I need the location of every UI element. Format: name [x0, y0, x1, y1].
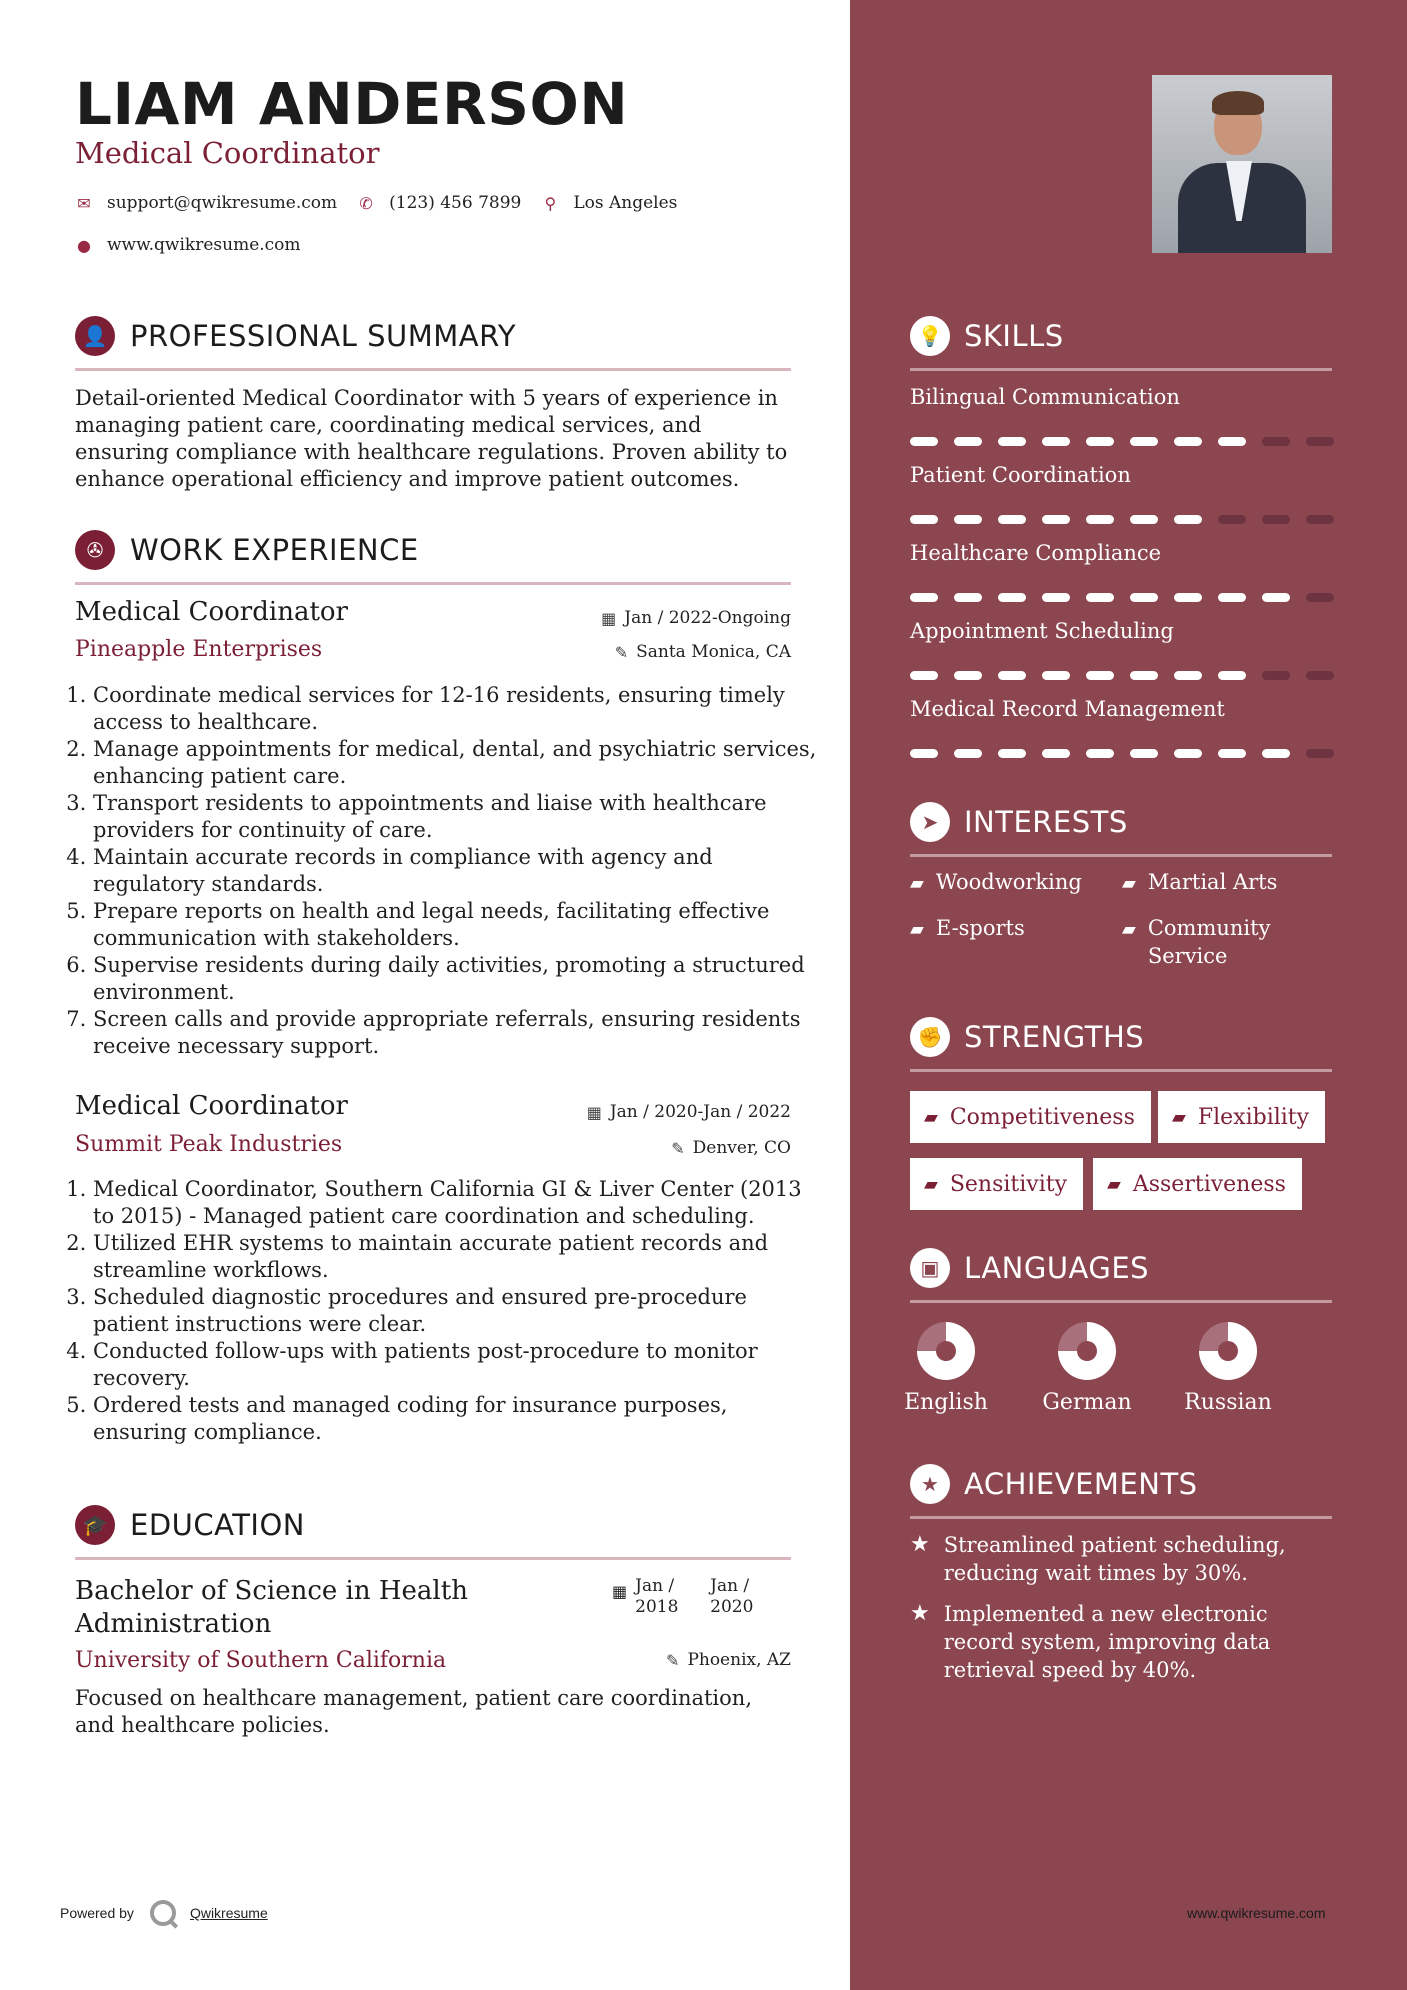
- summary-title: PROFESSIONAL SUMMARY: [130, 319, 517, 353]
- skill-level-segment: [954, 515, 982, 524]
- powered-by: [60, 1900, 268, 1926]
- strength-tag: [910, 1091, 1151, 1143]
- skill-level-bar: [910, 515, 1334, 524]
- skill-level-segment: [998, 671, 1026, 680]
- job-1-location: [615, 642, 791, 662]
- skill-level-segment: [1130, 515, 1158, 524]
- language-item: [1037, 1322, 1137, 1415]
- skill-level-segment: [954, 437, 982, 446]
- education-location-text: Phoenix, AZ: [687, 1650, 791, 1670]
- profile-photo: [1152, 75, 1332, 253]
- summary-section-header: [75, 316, 791, 371]
- achievement-text: Implemented a new electronic record system, improving data retrieval speed by 40%.: [943, 1602, 1271, 1682]
- email-link[interactable]: support@qwikresume.com: [107, 193, 338, 213]
- skill-level-bar: [910, 593, 1334, 602]
- skill-level-segment: [1042, 437, 1070, 446]
- job-1-company: Pineapple Enterprises: [75, 637, 323, 662]
- list-item: 3. Scheduled diagnostic procedures and ensured pre-procedure patient instructions were clear.: [93, 1284, 823, 1338]
- interest-label: E-sports: [935, 916, 1025, 940]
- calendar-icon: ▦: [612, 1582, 628, 1601]
- education-dates: [612, 1576, 785, 1618]
- globe-icon: ●: [77, 235, 91, 255]
- language-label: German: [1042, 1390, 1132, 1415]
- language-level-ring: [1058, 1322, 1116, 1380]
- skill-level-segment: [1218, 749, 1246, 758]
- job-1-location-text: Santa Monica, CA: [636, 642, 791, 662]
- strengths-section-header: [910, 1017, 1332, 1072]
- work-title: WORK EXPERIENCE: [130, 533, 419, 567]
- book-icon: ▰: [1122, 873, 1136, 894]
- skill-level-segment: [1042, 593, 1070, 602]
- contact-row: [75, 193, 677, 213]
- interests-title: INTERESTS: [964, 805, 1128, 839]
- pushpin-icon: ✎: [614, 642, 629, 662]
- footer-site[interactable]: www.qwikresume.com: [1187, 1905, 1326, 1921]
- skill-level-segment: [1218, 671, 1246, 680]
- envelope-icon: ✉: [77, 193, 91, 213]
- interest-item: [910, 914, 1025, 944]
- star-badge-icon: ★: [910, 1464, 950, 1504]
- achievements-title: ACHIEVEMENTS: [964, 1467, 1198, 1501]
- skill-level-bar: [910, 671, 1334, 680]
- language-icon: ▣: [910, 1248, 950, 1288]
- language-level-ring: [1199, 1322, 1257, 1380]
- paper-plane-icon: ➤: [910, 802, 950, 842]
- job-2-title: Medical Coordinator: [75, 1091, 348, 1121]
- interest-item: [1122, 914, 1292, 970]
- skill-level-bar: [910, 437, 1334, 446]
- strength-tag: [910, 1158, 1083, 1210]
- end-month: Jan /: [710, 1576, 750, 1596]
- book-icon: ▰: [910, 919, 924, 940]
- pushpin-icon: ✎: [666, 1650, 680, 1670]
- skill-level-segment: [1306, 671, 1334, 680]
- briefcase-icon: ✇: [75, 530, 115, 570]
- skill-name: Bilingual Communication: [910, 385, 1180, 409]
- interest-label: Martial Arts: [1147, 870, 1278, 894]
- language-label: Russian: [1184, 1390, 1272, 1415]
- job-2-dates-text: Jan / 2020-Jan / 2022: [609, 1102, 791, 1122]
- skill-level-segment: [998, 593, 1026, 602]
- skill-level-segment: [1262, 437, 1290, 446]
- skill-level-segment: [1174, 437, 1202, 446]
- skill-name: Medical Record Management: [910, 697, 1225, 721]
- list-item: 7. Screen calls and provide appropriate referrals, ensuring residents receive necessary support.: [93, 1006, 823, 1060]
- job-2-company: Summit Peak Industries: [75, 1132, 343, 1157]
- user-icon: 👤: [75, 316, 115, 356]
- school-name: University of Southern California: [75, 1648, 447, 1673]
- work-section-header: [75, 530, 791, 585]
- book-icon: ▰: [1107, 1173, 1121, 1195]
- start-year: 2018: [635, 1597, 679, 1617]
- skill-level-segment: [1218, 515, 1246, 524]
- interest-item: [910, 868, 1082, 898]
- start-month: Jan /: [635, 1576, 675, 1596]
- book-icon: ▰: [1122, 919, 1136, 940]
- skill-name: Appointment Scheduling: [910, 619, 1174, 643]
- end-year: 2020: [710, 1597, 754, 1617]
- phone-icon: ✆: [359, 193, 373, 213]
- job-2-location-text: Denver, CO: [692, 1138, 791, 1158]
- skill-level-segment: [954, 593, 982, 602]
- skill-level-segment: [1218, 593, 1246, 602]
- strength-label: Competitiveness: [949, 1104, 1135, 1130]
- skill-level-segment: [1174, 593, 1202, 602]
- education-start: [635, 1576, 710, 1618]
- skill-level-segment: [998, 515, 1026, 524]
- fist-icon: ✊: [910, 1017, 950, 1057]
- job-2-bullets: [68, 1176, 823, 1446]
- graduation-cap-icon: 🎓: [75, 1505, 115, 1545]
- skill-level-bar: [910, 749, 1334, 758]
- skill-level-segment: [954, 671, 982, 680]
- list-item: 1. Medical Coordinator, Southern California GI & Liver Center (2013 to 2015) - Managed patient care coordination and scheduling.: [93, 1176, 823, 1230]
- language-level-ring: [917, 1322, 975, 1380]
- language-item: [1178, 1322, 1278, 1415]
- skill-level-segment: [1086, 749, 1114, 758]
- skill-level-segment: [1130, 671, 1158, 680]
- skill-level-segment: [910, 437, 938, 446]
- skill-level-segment: [1042, 515, 1070, 524]
- pushpin-icon: ✎: [671, 1138, 685, 1158]
- skill-level-segment: [1306, 593, 1334, 602]
- skill-level-segment: [1262, 749, 1290, 758]
- list-item: 5. Ordered tests and managed coding for insurance purposes, ensuring compliance.: [93, 1392, 823, 1446]
- education-end: [710, 1576, 785, 1618]
- skill-level-segment: [1130, 593, 1158, 602]
- education-section-header: [75, 1505, 791, 1560]
- achievement-item: [910, 1600, 1330, 1684]
- book-icon: ▰: [924, 1173, 938, 1195]
- list-item: 6. Supervise residents during daily activities, promoting a structured environment.: [93, 952, 823, 1006]
- job-2-dates: [587, 1102, 791, 1122]
- star-icon: ★: [910, 1601, 930, 1626]
- skill-name: Healthcare Compliance: [910, 541, 1162, 565]
- phone-text: (123) 456 7899: [389, 193, 522, 213]
- candidate-role: Medical Coordinator: [75, 136, 380, 170]
- skill-level-segment: [910, 749, 938, 758]
- skill-level-segment: [1174, 749, 1202, 758]
- skill-level-segment: [1262, 671, 1290, 680]
- interest-item: [1122, 868, 1277, 898]
- skill-level-segment: [998, 749, 1026, 758]
- education-location: [666, 1650, 791, 1670]
- skill-level-segment: [1130, 437, 1158, 446]
- skill-level-segment: [1174, 671, 1202, 680]
- list-item: 1. Coordinate medical services for 12-16 residents, ensuring timely access to healthcare.: [93, 682, 823, 736]
- languages-title: LANGUAGES: [964, 1251, 1150, 1285]
- strengths-title: STRENGTHS: [964, 1020, 1145, 1054]
- skill-level-segment: [954, 749, 982, 758]
- map-pin-icon: ⚲: [544, 193, 557, 213]
- degree-title: Bachelor of Science in Health Administration: [75, 1576, 468, 1639]
- skill-level-segment: [1130, 749, 1158, 758]
- location-text: Los Angeles: [573, 193, 678, 213]
- skill-level-segment: [910, 671, 938, 680]
- list-item: 2. Utilized EHR systems to maintain accurate patient records and streamline workflows.: [93, 1230, 823, 1284]
- skill-level-segment: [1174, 515, 1202, 524]
- strength-label: Assertiveness: [1132, 1171, 1286, 1197]
- star-icon: ★: [910, 1532, 930, 1557]
- book-icon: ▰: [1172, 1106, 1186, 1128]
- skill-level-segment: [910, 593, 938, 602]
- candidate-name: LIAM ANDERSON: [75, 70, 629, 138]
- achievement-item: [910, 1531, 1330, 1587]
- skill-level-segment: [1306, 749, 1334, 758]
- languages-section-header: [910, 1248, 1332, 1303]
- interest-label: Woodworking: [935, 870, 1082, 894]
- education-description: Focused on healthcare management, patient care coordination, and healthcare policies.: [75, 1686, 752, 1737]
- calendar-icon: ▦: [586, 1102, 602, 1122]
- sidebar: [850, 0, 1407, 1990]
- language-label: English: [904, 1390, 988, 1415]
- skill-level-segment: [1086, 671, 1114, 680]
- summary-text: Detail-oriented Medical Coordinator with 5 years of experience in managing patient care, coordinating medical services, and ensuring compliance with healthcare regulations. Proven ability to enhance operational efficiency and improve patient outcomes.: [75, 386, 788, 491]
- interests-section-header: [910, 802, 1332, 857]
- skill-level-segment: [1306, 437, 1334, 446]
- qwikresume-link[interactable]: Qwikresume: [189, 1905, 268, 1921]
- education-title: EDUCATION: [130, 1508, 306, 1542]
- strength-tag: [1093, 1158, 1302, 1210]
- list-item: 2. Manage appointments for medical, dental, and psychiatric services, enhancing patient care.: [93, 736, 823, 790]
- book-icon: ▰: [910, 873, 924, 894]
- strength-label: Flexibility: [1197, 1104, 1310, 1130]
- job-2-location: [671, 1138, 791, 1158]
- list-item: 4. Maintain accurate records in compliance with agency and regulatory standards.: [93, 844, 823, 898]
- lightbulb-icon: 💡: [910, 316, 950, 356]
- website-link[interactable]: www.qwikresume.com: [107, 235, 301, 255]
- book-icon: ▰: [924, 1106, 938, 1128]
- skill-level-segment: [1262, 593, 1290, 602]
- skill-level-segment: [1086, 593, 1114, 602]
- powered-by-label: Powered by: [60, 1905, 134, 1921]
- skill-level-segment: [998, 437, 1026, 446]
- calendar-icon: ▦: [601, 608, 617, 628]
- list-item: 4. Conducted follow-ups with patients post-procedure to monitor recovery.: [93, 1338, 823, 1392]
- achievement-text: Streamlined patient scheduling, reducing wait times by 30%.: [943, 1533, 1286, 1585]
- job-1-dates-text: Jan / 2022-Ongoing: [624, 608, 791, 628]
- language-item: [896, 1322, 996, 1415]
- strength-label: Sensitivity: [949, 1171, 1068, 1197]
- list-item: 3. Transport residents to appointments and liaise with healthcare providers for continuity of care.: [93, 790, 823, 844]
- skill-level-segment: [910, 515, 938, 524]
- list-item: 5. Prepare reports on health and legal needs, facilitating effective communication with stakeholders.: [93, 898, 823, 952]
- skill-level-segment: [1306, 515, 1334, 524]
- job-1-bullets: [68, 682, 823, 1060]
- skill-level-segment: [1042, 671, 1070, 680]
- job-1-dates: [601, 608, 791, 628]
- skills-title: SKILLS: [964, 319, 1064, 353]
- skill-level-segment: [1086, 515, 1114, 524]
- strength-tag: [1158, 1091, 1325, 1143]
- website-row: [75, 235, 301, 255]
- skill-level-segment: [1042, 749, 1070, 758]
- skill-level-segment: [1262, 515, 1290, 524]
- skill-level-segment: [1218, 437, 1246, 446]
- skill-name: Patient Coordination: [910, 463, 1131, 487]
- interest-label: Community Service: [1147, 916, 1271, 968]
- job-1-title: Medical Coordinator: [75, 597, 348, 627]
- achievements-section-header: [910, 1464, 1332, 1519]
- skill-level-segment: [1086, 437, 1114, 446]
- qwikresume-logo-icon: [150, 1900, 176, 1926]
- skills-section-header: [910, 316, 1332, 371]
